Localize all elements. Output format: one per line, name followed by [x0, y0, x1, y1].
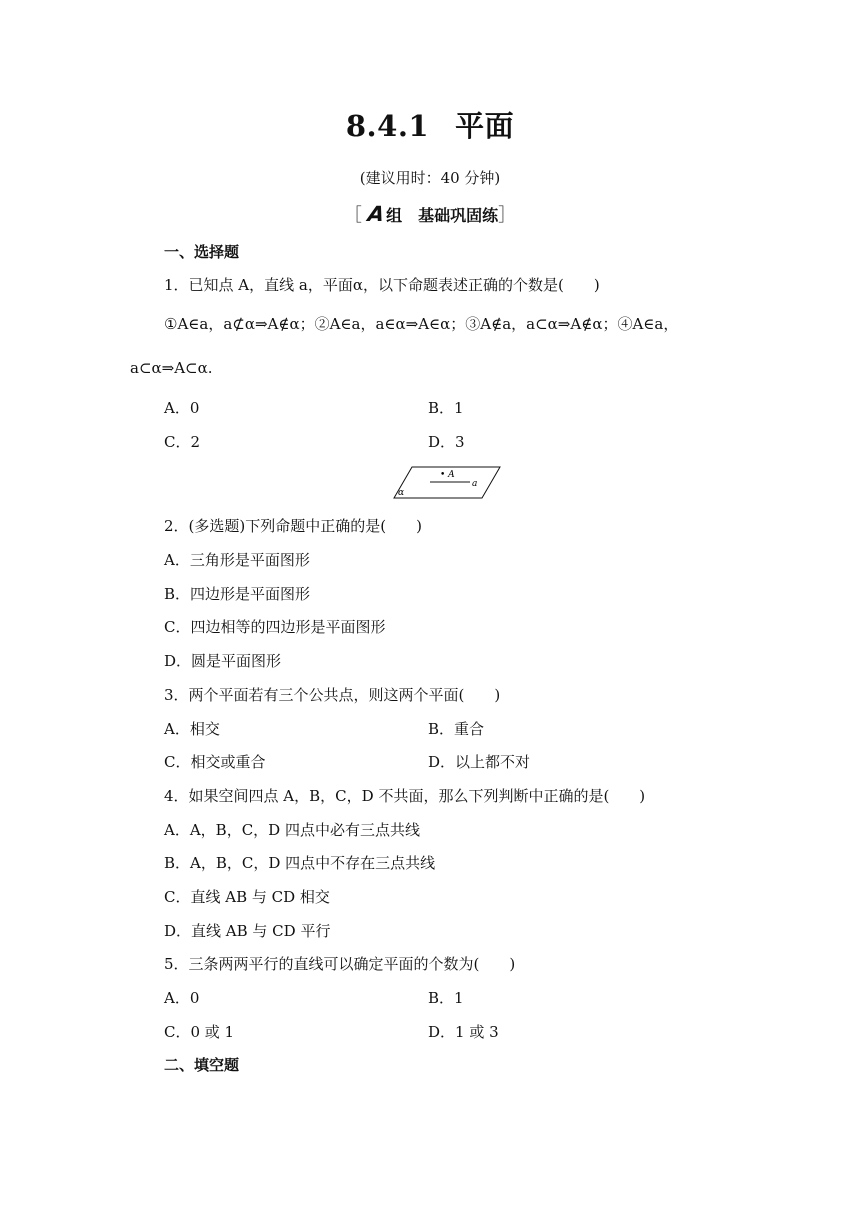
q3-option-a: A．相交: [164, 720, 220, 738]
q4-option-a: A．A，B，C，D 四点中必有三点共线: [164, 821, 420, 839]
plane-figure: [392, 462, 504, 502]
point-a-label: • A: [440, 470, 455, 480]
line-a-label: a: [472, 479, 478, 489]
title-number: 8.4.1: [345, 109, 430, 143]
q4-option-b: B．A，B，C，D 四点中不存在三点共线: [164, 854, 436, 872]
q4-option-c: C．直线 AB 与 CD 相交: [164, 888, 330, 906]
q5-option-b: B．1: [428, 989, 464, 1007]
group-bracket-close: ］: [498, 205, 517, 226]
q3-option-b: B．重合: [428, 720, 485, 738]
q2-option-b: B．四边形是平面图形: [164, 585, 311, 603]
q4-stem: 4．如果空间四点 A，B，C，D 不共面，那么下列判断中正确的是( ): [164, 787, 646, 805]
q1-propositions-line1: ①A∈a，a⊄α⇒A∉α；②A∈a，a∈α⇒A∈α；③A∉a，a⊂α⇒A∉α；④A∈a，: [164, 315, 679, 333]
q1-stem: 1．已知点 A，直线 a，平面α，以下命题表述正确的个数是( ): [164, 276, 600, 294]
q5-option-d: D．1 或 3: [428, 1023, 499, 1041]
q3-option-c: C．相交或重合: [164, 753, 266, 771]
group-text: 组 基础巩固练: [386, 206, 499, 225]
q3-stem: 3．两个平面若有三个公共点，则这两个平面( ): [164, 686, 501, 704]
q1-propositions-line2: a⊂α⇒A⊂α.: [130, 359, 213, 377]
q1-option-d: D．3: [428, 433, 465, 451]
q2-stem: 2．(多选题)下列命题中正确的是( ): [164, 517, 422, 535]
q1-option-b: B．1: [428, 399, 464, 417]
section-heading-choice: 一、选择题: [164, 243, 240, 261]
q5-stem: 5．三条两两平行的直线可以确定平面的个数为( ): [164, 955, 516, 973]
plane-alpha-label: α: [398, 488, 405, 498]
group-bracket-open: ［: [343, 205, 362, 226]
q2-option-a: A．三角形是平面图形: [164, 551, 310, 569]
q2-option-c: C．四边相等的四边形是平面图形: [164, 618, 386, 636]
q5-option-c: C．0 或 1: [164, 1023, 235, 1041]
group-letter: A: [366, 202, 386, 226]
section-heading-fill: 二、填空题: [164, 1056, 240, 1074]
q2-option-d: D．圆是平面图形: [164, 652, 282, 670]
page-title: [0, 104, 860, 145]
q3-option-d: D．以上都不对: [428, 753, 531, 771]
suggested-time: (建议用时：40 分钟): [359, 169, 501, 187]
q4-option-d: D．直线 AB 与 CD 平行: [164, 922, 331, 940]
q5-option-a: A．0: [164, 989, 200, 1007]
title-text: 平面: [455, 109, 515, 143]
q1-option-c: C．2: [164, 433, 201, 451]
group-label: [0, 201, 860, 227]
q1-option-a: A．0: [164, 399, 200, 417]
